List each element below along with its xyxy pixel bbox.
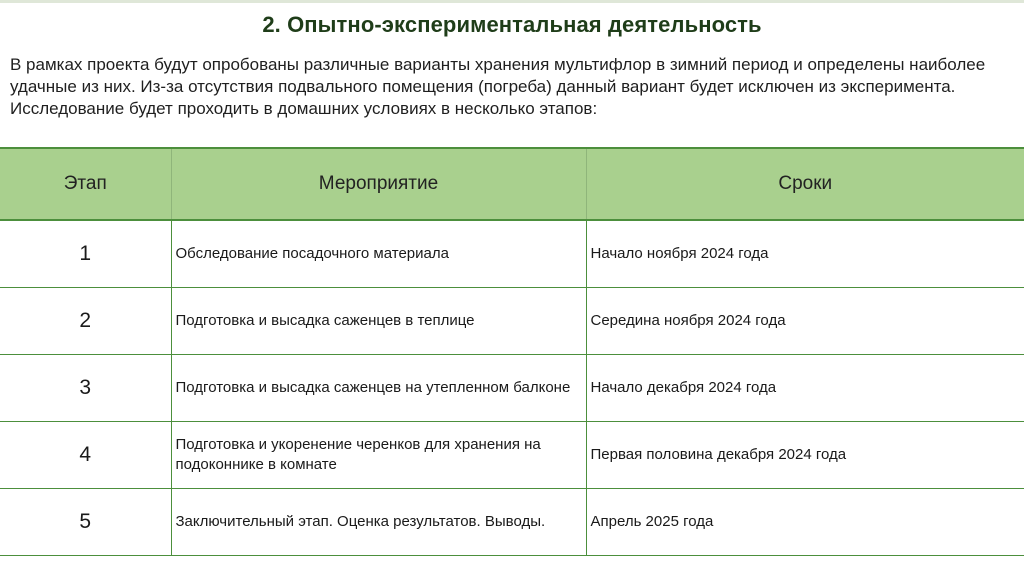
activity-cell: Заключительный этап. Оценка результатов. Выводы. xyxy=(171,489,586,557)
stage-number: 5 xyxy=(0,489,171,557)
activity-cell: Обследование посадочного материала xyxy=(171,220,586,288)
stage-number: 4 xyxy=(0,422,171,489)
table-header-row xyxy=(0,148,1024,220)
bottom-margin xyxy=(0,556,1024,574)
timing-cell: Начало декабря 2024 года xyxy=(586,355,1024,422)
intro-paragraph: В рамках проекта будут опробованы различные варианты хранения мультифлор в зимний период и определены наиболее удачные из них. Из-за отсутствия подвального помещения (погреба) данный вариант будет исключен из эксперимента. Исследование будет проходить в домашних условиях в несколько этапов: xyxy=(10,55,986,118)
stage-number: 2 xyxy=(0,288,171,355)
page-title: 2. Опытно-экспериментальная деятельность xyxy=(262,12,762,37)
table-row xyxy=(0,489,1024,557)
activity-cell: Подготовка и укоренение черенков для хранения на подоконнике в комнате xyxy=(171,422,586,489)
stage-number: 1 xyxy=(0,220,171,288)
stage-number: 3 xyxy=(0,355,171,422)
timing-cell: Первая половина декабря 2024 года xyxy=(586,422,1024,489)
top-rule xyxy=(0,0,1024,3)
header-stage: Этап xyxy=(0,148,171,220)
table-row xyxy=(0,288,1024,355)
activity-cell: Подготовка и высадка саженцев в теплице xyxy=(171,288,586,355)
header-timing: Сроки xyxy=(586,148,1024,220)
timing-cell: Начало ноября 2024 года xyxy=(586,220,1024,288)
activity-cell: Подготовка и высадка саженцев на утепленном балконе xyxy=(171,355,586,422)
table-row xyxy=(0,220,1024,288)
table-row xyxy=(0,355,1024,422)
header-activity: Мероприятие xyxy=(171,148,586,220)
timing-cell: Середина ноября 2024 года xyxy=(586,288,1024,355)
stages-table xyxy=(0,147,1024,557)
stages-table-container xyxy=(0,147,1024,557)
timing-cell: Апрель 2025 года xyxy=(586,489,1024,557)
table-row xyxy=(0,422,1024,489)
